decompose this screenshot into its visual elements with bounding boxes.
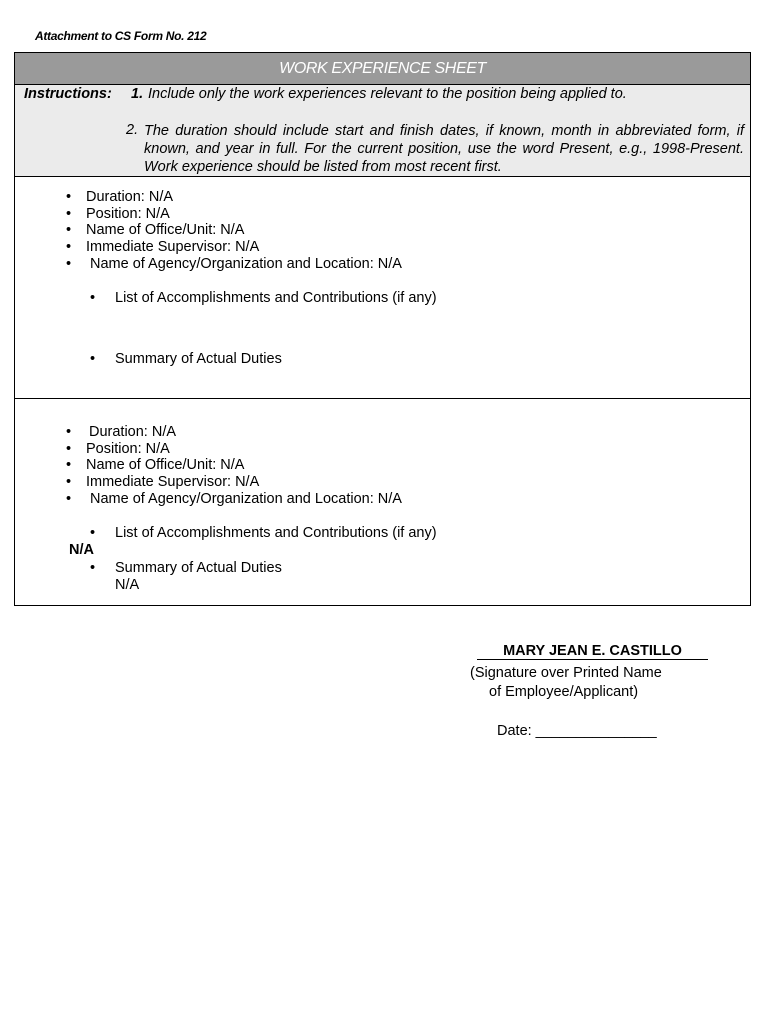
bullet-icon: •	[66, 256, 72, 272]
attachment-label: Attachment to CS Form No. 212	[35, 29, 207, 43]
entry-accomplishments-value: N/A	[69, 542, 94, 558]
instruction-1-number: 1.	[131, 86, 144, 102]
entry-duties-label: Summary of Actual Duties	[115, 351, 282, 367]
bullet-icon: •	[66, 239, 72, 255]
entry-duration: Duration: N/A	[86, 189, 174, 205]
instruction-2-text: The duration should include start and finish dates, if known, month in abbreviated form, if known, and year in full. For the current position, use the word Present, e.g., 1998-Present. Work experience should be listed from most recent first.	[144, 123, 744, 175]
work-entry-2	[15, 399, 750, 605]
bullet-icon: •	[90, 290, 96, 306]
entry-supervisor: Immediate Supervisor: N/A	[86, 474, 260, 490]
entry-office: Name of Office/Unit: N/A	[86, 222, 245, 238]
bullet-icon: •	[66, 424, 72, 440]
entry-duration: Duration: N/A	[89, 424, 177, 440]
entry-accomplishments-label: List of Accomplishments and Contributions (if any)	[115, 525, 437, 541]
instruction-1-text: Include only the work experiences relevant to the position being applied to.	[148, 86, 627, 102]
form-title: WORK EXPERIENCE SHEET	[15, 53, 750, 85]
entry-accomplishments-label: List of Accomplishments and Contributions (if any)	[115, 290, 437, 306]
bullet-icon: •	[90, 351, 96, 367]
entry-office: Name of Office/Unit: N/A	[86, 457, 245, 473]
bullet-icon: •	[66, 222, 72, 238]
bullet-icon: •	[90, 560, 96, 576]
entry-position: Position: N/A	[86, 441, 170, 457]
signature-caption-line-1: (Signature over Printed Name	[470, 665, 662, 681]
entry-agency: Name of Agency/Organization and Location: N/A	[90, 256, 402, 272]
date-field: Date: _______________	[497, 723, 657, 739]
instruction-2-number: 2.	[126, 122, 139, 138]
bullet-icon: •	[66, 491, 72, 507]
work-experience-form	[14, 52, 751, 606]
bullet-icon: •	[66, 474, 72, 490]
entry-duties-value: N/A	[115, 577, 140, 593]
bullet-icon: •	[66, 189, 72, 205]
bullet-icon: •	[66, 441, 72, 457]
entry-supervisor: Immediate Supervisor: N/A	[86, 239, 260, 255]
work-entry-1	[15, 177, 750, 399]
entry-agency: Name of Agency/Organization and Location: N/A	[90, 491, 402, 507]
signature-name: MARY JEAN E. CASTILLO	[477, 643, 708, 660]
entry-duties-label: Summary of Actual Duties	[115, 560, 282, 576]
signature-caption-line-2: of Employee/Applicant)	[489, 684, 639, 700]
bullet-icon: •	[90, 525, 96, 541]
bullet-icon: •	[66, 206, 72, 222]
entry-position: Position: N/A	[86, 206, 170, 222]
bullet-icon: •	[66, 457, 72, 473]
instructions-block	[15, 85, 750, 177]
instructions-label: Instructions:	[24, 86, 112, 102]
